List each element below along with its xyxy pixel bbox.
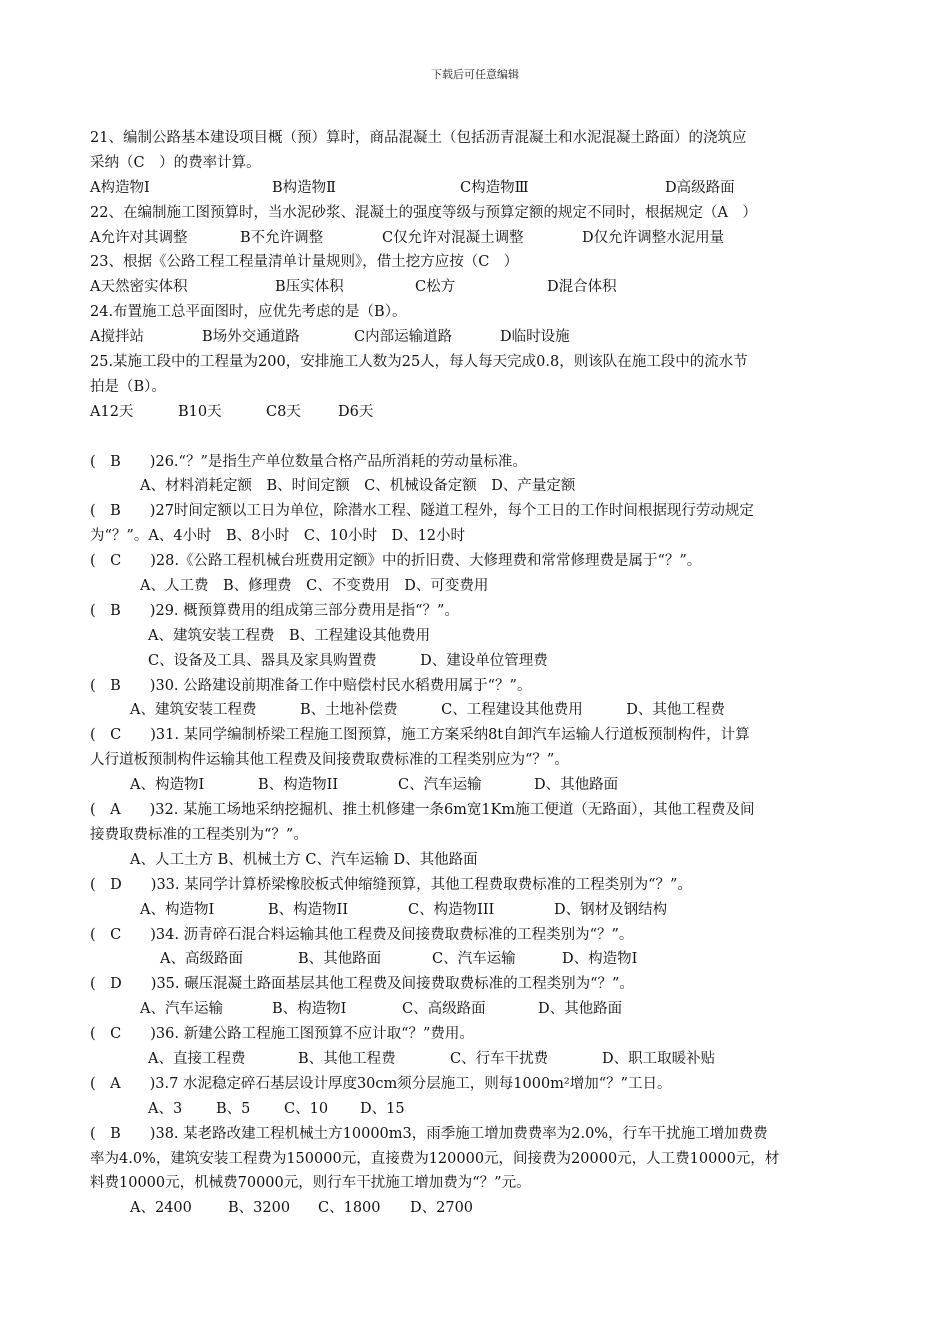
q37-options: [90, 1097, 870, 1122]
question-list: [90, 126, 870, 1221]
q24-option-d: D临时设施: [500, 329, 570, 346]
q35-option-c: C、高级路面: [402, 1001, 486, 1018]
q29-options-line2: C、设备及工具、器具及家具购置费 D、建设单位管理费: [148, 652, 548, 669]
q29-options-line1: A、建筑安装工程费 B、工程建设其他费用: [148, 627, 431, 644]
q36-text: ( C )36. 新建公路工程施工图预算不应计取“？”费用。: [90, 1026, 474, 1043]
q31-option-c: C、汽车运输: [398, 777, 482, 794]
q21-option-b: B构造物Ⅱ: [272, 179, 337, 196]
q36-option-a: A、直接工程费: [148, 1050, 246, 1067]
q34-option-d: D、构造物Ⅰ: [562, 951, 638, 968]
page-header-watermark: 下载后可任意编辑: [431, 68, 519, 81]
q31-options: [90, 773, 870, 798]
q23-option-a: A天然密实体积: [90, 279, 188, 296]
q38-option-c: C、1800: [318, 1200, 381, 1217]
q33-options: [90, 898, 870, 923]
q38-option-d: D、2700: [410, 1200, 474, 1217]
q33-option-c: C、构造物III: [408, 901, 495, 918]
q34-option-c: C、汽车运输: [432, 951, 516, 968]
q23-options: [90, 275, 870, 300]
spacer: [90, 425, 870, 450]
q34-text: ( C )34. 沥青碎石混合料运输其他工程费及间接费取费标准的工程类别为“？”。: [90, 926, 634, 943]
q38-options: [90, 1196, 870, 1221]
q21-text-line1: 21、编制公路基本建设项目概（预）算时，商品混凝土（包括沥青混凝土和水泥混凝土路面）的浇筑应: [90, 130, 747, 146]
q24-text: 24.布置施工总平面图时，应优先考虑的是（B）。: [90, 304, 407, 321]
q22-option-d: D仅允许调整水泥用量: [582, 229, 725, 246]
q34-option-a: A、高级路面: [160, 951, 243, 968]
q25-option-b: B10天: [178, 403, 222, 420]
q34-option-b: B、其他路面: [298, 951, 382, 968]
q28-options: A、人工费 B、修理费 C、不变费用 D、可变费用: [140, 578, 489, 595]
q25-option-d: D6天: [338, 403, 374, 420]
q38-option-b: B、3200: [228, 1200, 291, 1217]
q32-text-line1: ( A )32. 某施工场地采纳挖掘机、推土机修建一条6m宽1Km施工便道（无路面），其他工程费及间: [90, 802, 755, 819]
q29-text: ( B )29. 概预算费用的组成第三部分费用是指“？”。: [90, 602, 459, 619]
q22-option-b: B不允许调整: [240, 229, 324, 246]
q25-option-a: A12天: [90, 403, 134, 420]
q37-text: ( A )3.7 水泥稳定碎石基层设计厚度30cm须分层施工，则每1000m²增加“？”工日。: [90, 1075, 672, 1092]
q30-text: ( B )30. 公路建设前期准备工作中赔偿村民水稻费用属于“？”。: [90, 677, 532, 694]
q33-text: ( D )33. 某同学计算桥梁橡胶板式伸缩缝预算，其他工程费取费标准的工程类别为“？”。: [90, 876, 692, 893]
q21-options: [90, 176, 870, 201]
q22-options: [90, 226, 870, 251]
q25-options: [90, 400, 870, 425]
q26-options: A、材料消耗定额 B、时间定额 C、机械设备定额 D、产量定额: [140, 478, 576, 495]
q36-option-c: C、行车干扰费: [450, 1050, 549, 1067]
q23-text: 23、根据《公路工程工程量清单计量规则》，借土挖方应按（C ）: [90, 254, 519, 271]
q23-option-d: D混合体积: [547, 279, 617, 296]
q38-text-line3: 料费10000元，机械费70000元，则行车干扰施工增加费为“？”元。: [90, 1175, 531, 1192]
q35-option-b: B、构造物Ⅰ: [272, 1001, 347, 1018]
q27-text-line2: 为“？”。A、4小时 B、8小时 C、10小时 D、12小时: [90, 528, 466, 545]
q23-option-b: B压实体积: [275, 279, 344, 296]
q32-text-line2: 接费取费标准的工程类别为“？”。: [90, 826, 308, 843]
q36-options: [90, 1047, 870, 1072]
q38-option-a: A、2400: [130, 1200, 192, 1217]
q28-text: ( C )28.《公路工程机械台班费用定额》中的折旧费、大修理费和常常修理费是属于“？”。: [90, 553, 702, 570]
q25-text-line2: 拍是（B）。: [90, 378, 166, 395]
q36-option-d: D、职工取暖补贴: [602, 1050, 716, 1067]
q36-option-b: B、其他工程费: [298, 1050, 396, 1067]
q25-option-c: C8天: [266, 403, 301, 420]
q27-text-line1: ( B )27时间定额以工日为单位，除潜水工程、隧道工程外，每个工日的工作时间根据现行劳动规定: [90, 503, 754, 520]
q35-option-a: A、汽车运输: [140, 1001, 223, 1018]
q24-option-b: B场外交通道路: [202, 329, 300, 346]
q22-text: 22、在编制施工图预算时，当水泥砂浆、混凝土的强度等级与预算定额的规定不同时，根据规定（A ）: [90, 204, 757, 221]
q21-option-a: A构造物Ⅰ: [90, 179, 150, 196]
q24-option-c: C内部运输道路: [354, 329, 453, 346]
q31-option-a: A、构造物Ⅰ: [130, 777, 205, 794]
q35-options: [90, 997, 870, 1022]
q33-option-d: D、钢材及钢结构: [554, 901, 668, 918]
q32-options: A、人工土方 B、机械土方 C、汽车运输 D、其他路面: [130, 851, 478, 868]
q35-option-d: D、其他路面: [538, 1001, 623, 1018]
q21-option-d: D高级路面: [665, 179, 735, 196]
q34-options: [90, 947, 870, 972]
q37-option-d: D、15: [360, 1100, 405, 1117]
q24-options: [90, 325, 870, 350]
q33-option-b: B、构造物II: [268, 901, 349, 918]
q38-text-line2: 率为4.0%，建筑安装工程费为150000元，直接费为120000元，间接费为20000元，人工费10000元，材: [90, 1150, 780, 1167]
q26-text: ( B )26.“？”是指生产单位数量合格产品所消耗的劳动量标准。: [90, 453, 527, 470]
q22-option-c: C仅允许对混凝土调整: [382, 229, 524, 246]
q37-option-c: C、10: [284, 1100, 329, 1117]
q31-option-d: D、其他路面: [534, 777, 619, 794]
q21-text-line2: 采纳（C ）的费率计算。: [90, 154, 261, 171]
q24-option-a: A搅拌站: [90, 329, 144, 346]
q31-text-line2: 人行道板预制构件运输其他工程费及间接费取费标准的工程类别应为“？”。: [90, 752, 569, 769]
q30-options: A、建筑安装工程费 B、土地补偿费 C、工程建设其他费用 D、其他工程费: [130, 702, 725, 719]
q31-text-line1: ( C )31. 某同学编制桥梁工程施工图预算，施工方案采纳8t自卸汽车运输人行道板预制构件，计算: [90, 727, 750, 744]
q21-option-c: C构造物Ⅲ: [460, 179, 529, 196]
q23-option-c: C松方: [415, 279, 456, 296]
q38-text-line1: ( B )38. 某老路改建工程机械土方10000m3，雨季施工增加费费率为2.0%，行车干扰施工增加费费: [90, 1125, 768, 1142]
q37-option-b: B、5: [216, 1100, 251, 1117]
q22-option-a: A允许对其调整: [90, 229, 188, 246]
q25-text-line1: 25.某施工段中的工程量为200，安排施工人数为25人，每人每天完成0.8，则该队在施工段中的流水节: [90, 354, 748, 371]
q31-option-b: B、构造物II: [258, 777, 339, 794]
q37-option-a: A、3: [148, 1100, 183, 1117]
q33-option-a: A、构造物Ⅰ: [140, 901, 215, 918]
q35-text: ( D )35. 碾压混凝土路面基层其他工程费及间接费取费标准的工程类别为“？”。: [90, 976, 634, 993]
